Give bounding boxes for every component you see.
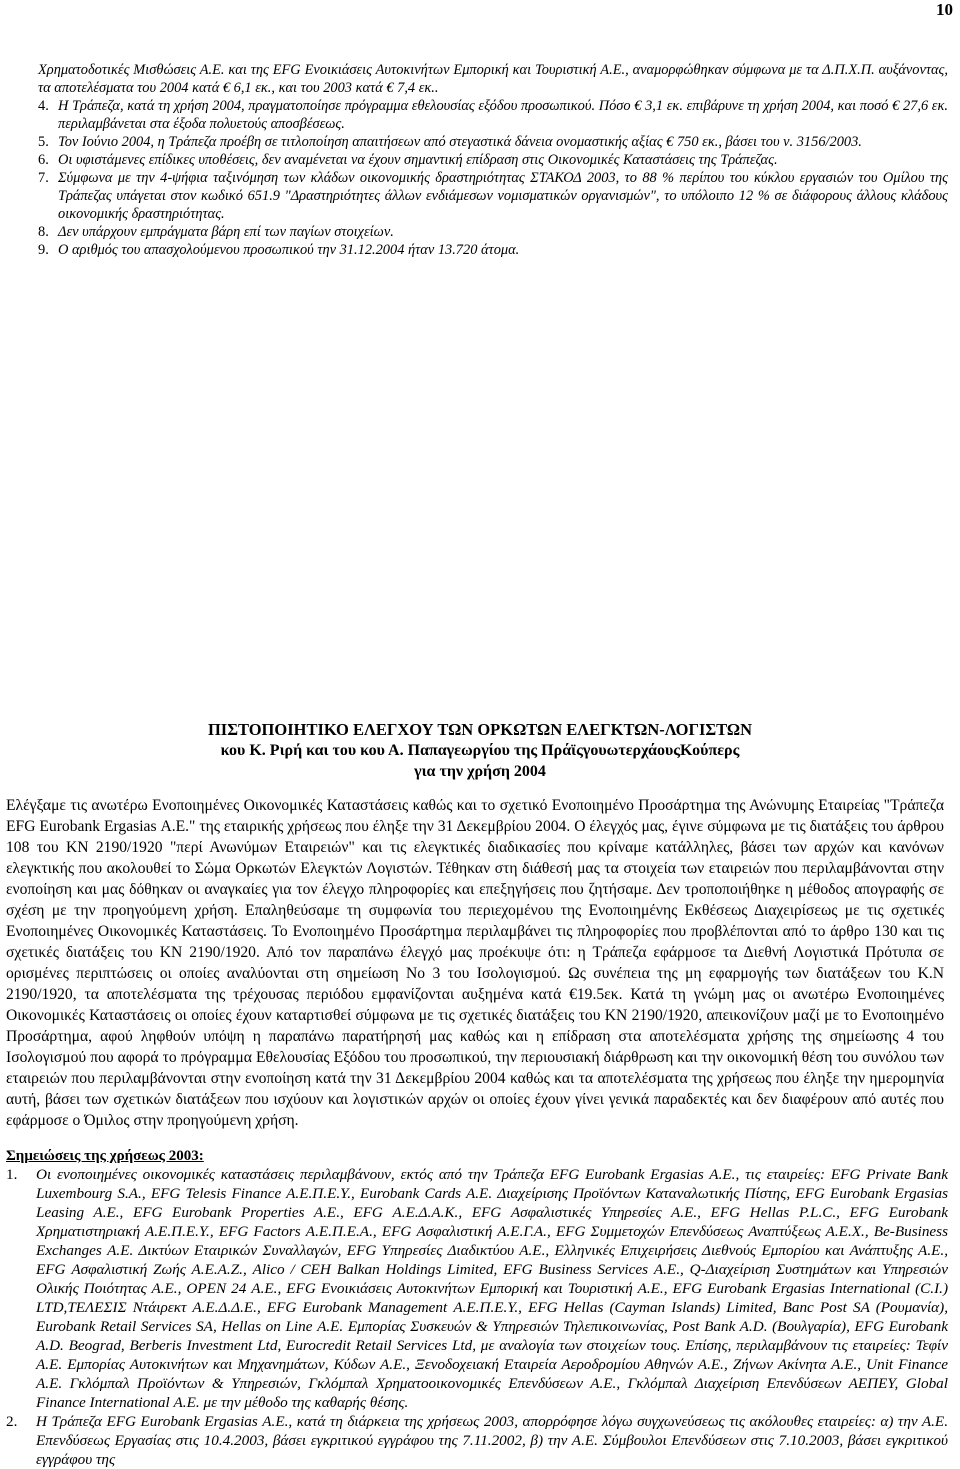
note-item <box>6 1412 948 1469</box>
note-number: 6. <box>38 152 49 168</box>
note-text: Ο αριθμός του απασχολούμενου προσωπικού την 31.12.2004 ήταν 13.720 άτομα. <box>58 242 520 258</box>
notes-2003-heading: Σημειώσεις της χρήσεως 2003: <box>6 1148 204 1164</box>
note-text: Οι ενοποιημένες οικονομικές καταστάσεις περιλαμβάνουν, εκτός από την Τράπεζα EFG Eurobank Ergasias A.E., τις εταιρείες: EFG Private Bank Luxembourg S.A., EFG Telesis Finance A.E.Π.Ε.Υ., Eurobank Cards A.E. Διαχείρισης Προϊόντων Καταναλωτικής Πίστης, EFG Eurobank Ergasias Leasing A.E., EFG Eurobank Properties A.E., EFG Α.Ε.Δ.Α.Κ., EFG Ασφαλιστικές Υπηρεσίες Α.Ε., EFG Hellas P.L.C., EFG Eurobank Χρηματιστηριακή Α.Ε.Π.Ε.Υ., EFG Factors Α.Ε.Π.Ε.Α., EFG Ασφαλιστική Α.Ε.Γ.Α., EFG Συμμετοχών Επενδύσεως Αναπτύξεως Α.Ε.Χ., Be-Business Exchanges Α.Ε. Δικτύων Εταιρικών Συναλλαγών, EFG Υπηρεσίες Διαδικτύου Α.Ε., Ελληνικές Επιχειρήσεις Διεθνούς Εμπορίου και Ανάπτυξης Α.Ε., EFG Ασφαλιστική Ζωής Α.Ε.Α.Ζ., Alico / CEH Balkan Holdings Limited, EFG Business Services Α.Ε., Q-Διαχείριση Συστημάτων και Υπηρεσιών Ολικής Ποιότητας Α.Ε., OPEN 24 Α.Ε., EFG Ενοικιάσεις Αυτοκινήτων Εμπορική και Τουριστική Α.Ε., EFG Eurobank Ergasias International (C.I.) LTD,ΤΕΛΕΣΙΣ Ντάιρεκτ Α.Ε.Δ.Δ.Ε., EFG Eurobank Management Α.Ε.Π.Ε.Υ., EFG Hellas (Cayman Islands) Limited, Banc Post SA (Ρουμανία), Eurobank Retail Services SA, Hellas on Line Α.Ε. Εμπορίας Συσκευών & Υπηρεσιών Τηλεπικοινωνίας, Post Bank A.D. (Βουλγαρία), EFG Eurobank A.D. Beograd, Berberis Investment Ltd, Eurocredit Retail Services Ltd, με αναλογία των στοιχείων τους. Επίσης, περιλαμβάνουν τις εταιρείες: Τεφίν Α.Ε. Εμπορίας Αυτοκινήτων και Μηχανημάτων, Κύδων Α.Ε., Ξενοδοχειακή Εταιρεία Αεροδρομίου Αθηνών Α.Ε., Ζήνων Ακίνητα Α.Ε., Unit Finance Α.Ε. Γκλόμπαλ Προϊόντων & Υπηρεσιών, Γκλόμπαλ Χρηματοοικονομικές Επενδύσεων Α.Ε., Γκλόμπαλ Διαχείριση Επενδύσεων ΑΕΠΕΥ, Global Finance International Α.Ε. με την μέθοδο της καθαρής θέσης. <box>36 1166 948 1411</box>
certificate-period: για την χρήση 2004 <box>414 763 546 780</box>
notes-top <box>38 61 948 259</box>
note-text: Τον Ιούνιο 2004, η Τράπεζα προέβη σε τιτλοποίηση απαιτήσεων από στεγαστικά δάνεια ονομαστικής αξίας € 750 εκ., βάσει του ν. 3156/2003. <box>58 134 862 150</box>
notes-2003 <box>6 1165 948 1469</box>
note-number: 1. <box>6 1166 18 1183</box>
page-number: 10 <box>936 0 953 19</box>
note-number: 9. <box>38 242 49 258</box>
note-text: Δεν υπάρχουν εμπράγματα βάρη επί των παγίων στοιχείων. <box>58 224 394 240</box>
note-number: 4. <box>38 98 49 114</box>
certificate-subtitle: κου Κ. Ριρή και του κου Α. Παπαγεωργίου της ΠράϊςγουωτερχάουςΚούπερς <box>220 742 740 759</box>
note-item <box>38 151 948 169</box>
note-text: Σύμφωνα με την 4-ψήφια ταξινόμηση των κλάδων οικονομικής δραστηριότητας ΣΤΑΚΟΔ 2003, το 88 % περίπου του κύκλου εργασιών του Ομίλου της Τράπεζας υπάγεται στον κωδικό 651.9 "Δραστηριότητες άλλων ενδιάμεσων νομισματικών οργανισμών", το υπόλοιπο 12 % σε διάφορους άλλους κλάδους οικονομικής δραστηριότητας. <box>58 170 948 222</box>
note-number: 2. <box>6 1413 18 1430</box>
note-item <box>38 97 948 133</box>
certificate-title: ΠΙΣΤΟΠΟΙΗΤΙΚΟ ΕΛΕΓΧΟΥ ΤΩΝ ΟΡΚΩΤΩΝ ΕΛΕΓΚΤΩΝ-ΛΟΓΙΣΤΩΝ <box>207 720 753 739</box>
note-item <box>6 1165 948 1412</box>
note-continuation: Χρηματοδοτικές Μισθώσεις Α.Ε. και της EFG Ενοικιάσεις Αυτοκινήτων Εμπορική και Τουριστική Α.Ε., αναμορφώθηκαν σύμφωνα με τα Δ.Π.Χ.Π. αυξάνοντας, τα αποτελέσματα του 2004 κατά € 6,1 εκ., και του 2003 κατά € 7,4 εκ.. <box>38 62 948 96</box>
certificate-body: Ελέγξαμε τις ανωτέρω Ενοποιημένες Οικονομικές Καταστάσεις καθώς και το σχετικό Ενοποιημένο Προσάρτημα της Ανώνυμης Εταιρείας "Τράπεζα EFG Eurobank Ergasias Α.Ε." της εταιρικής χρήσεως που έληξε την 31 Δεκεμβρίου 2004. Ο έλεγχός μας, έγινε σύμφωνα με τις διατάξεις του άρθρου 108 του ΚΝ 2190/1920 "περί Ανωνύμων Εταιρειών" και τις ελεγκτικές διαδικασίες που κρίναμε κατάλληλες, βάσει των αρχών και κανόνων ελεγκτικής που ακολουθεί το Σώμα Ορκωτών Ελεγκτών Λογιστών. Τέθηκαν στη διάθεσή μας τα στοιχεία των εταιρειών που περιλαμβάνονται στην ενοποίηση και μας δόθηκαν οι αναγκαίες για τον έλεγχο πληροφορίες και επεξηγήσεις που ζητήσαμε. Δεν τροποποιήθηκε η μέθοδος απογραφής σε σχέση με την προηγούμενη χρήση. Επαληθεύσαμε τη συμφωνία του περιεχομένου της Ενοποιημένης Εκθέσεως Διαχειρίσεως με τις σχετικές Ενοποιημένες Οικονομικές Καταστάσεις. Το Ενοποιημένο Προσάρτημα περιλαμβάνει τις πληροφορίες που προβλέπονται από το άρθρο 130 και τις σχετικές διατάξεις του ΚΝ 2190/1920. Από τον παραπάνω έλεγχό μας προέκυψε ότι: η Τράπεζα εφάρμοσε τα Διεθνή Λογιστικά Πρότυπα σε ορισμένες περιπτώσεις οι οποίες αναλύονται στη σημείωση No 3 του Ισολογισμού. Ως συνέπεια της μη εφαρμογής των διατάξεων του Κ.Ν 2190/1920, τα αποτελέσματα της τρέχουσας περιόδου εμφανίζονται αυξημένα κατά €19.5εκ. Κατά τη γνώμη μας οι ανωτέρω Ενοποιημένες Οικονομικές Καταστάσεις οι οποίες έχουν καταρτισθεί σύμφωνα με τις σχετικές διατάξεις του ΚΝ 2190/1920, απεικονίζουν μαζί με το Ενοποιημένο Προσάρτημα, αφού ληφθούν υπόψη η παραπάνω παρατήρησή μας καθώς και η επίδραση στα αποτελέσματα χρήσης της σημείωσης 4 του Ισολογισμού που αφορά το πρόγραμμα Εθελουσίας Εξόδου του προσωπικού, την περιουσιακή διάρθρωση και την οικονομική θέση του συνόλου των εταιρειών που περιλαμβάνονται στην ενοποίηση κατά την 31 Δεκεμβρίου 2004 καθώς και τα αποτελέσματα της χρήσεως που έληξε την ημερομηνία αυτή, βάσει των σχετικών διατάξεων που ισχύουν και λογιστικών αρχών οι οποίες έχουν γίνει γενικά παραδεκτές και δεν διαφέρουν από αυτές που εφάρμοσε ο Όμιλος στην προηγούμενη χρήση. <box>6 797 944 1129</box>
note-item <box>38 223 948 241</box>
note-number: 5. <box>38 134 49 150</box>
note-text: Οι υφιστάμενες επίδικες υποθέσεις, δεν αναμένεται να έχουν σημαντική επίδραση στις Οικονομικές Καταστάσεις της Τράπεζας. <box>58 152 778 168</box>
note-item <box>38 133 948 151</box>
note-number: 8. <box>38 224 49 240</box>
certificate-heading <box>0 719 960 782</box>
note-text: Η Τράπεζα EFG Eurobank Ergasias Α.Ε., κατά τη διάρκεια της χρήσεως 2003, απορρόφησε λόγω συγχωνεύσεως τις ακόλουθες εταιρείες: α) την Α.Ε. Επενδύσεως Εργασίας στις 10.4.2003, βάσει εγκριτικού εγγράφου της 7.11.2002, β) την Α.Ε. Σύμβουλοι Επενδύσεων στις 7.10.2003, βάσει εγκριτικού εγγράφου της <box>36 1413 948 1468</box>
note-item <box>38 169 948 223</box>
note-text: Η Τράπεζα, κατά τη χρήση 2004, πραγματοποίησε πρόγραμμα εθελουσίας εξόδου προσωπικού. Πόσο € 3,1 εκ. επιβάρυνε τη χρήση 2004, και ποσό € 27,6 εκ. περιλαμβάνεται στα έξοδα πολυετούς αποσβέσεως. <box>58 98 948 132</box>
note-number: 7. <box>38 170 49 186</box>
note-item <box>38 241 948 259</box>
